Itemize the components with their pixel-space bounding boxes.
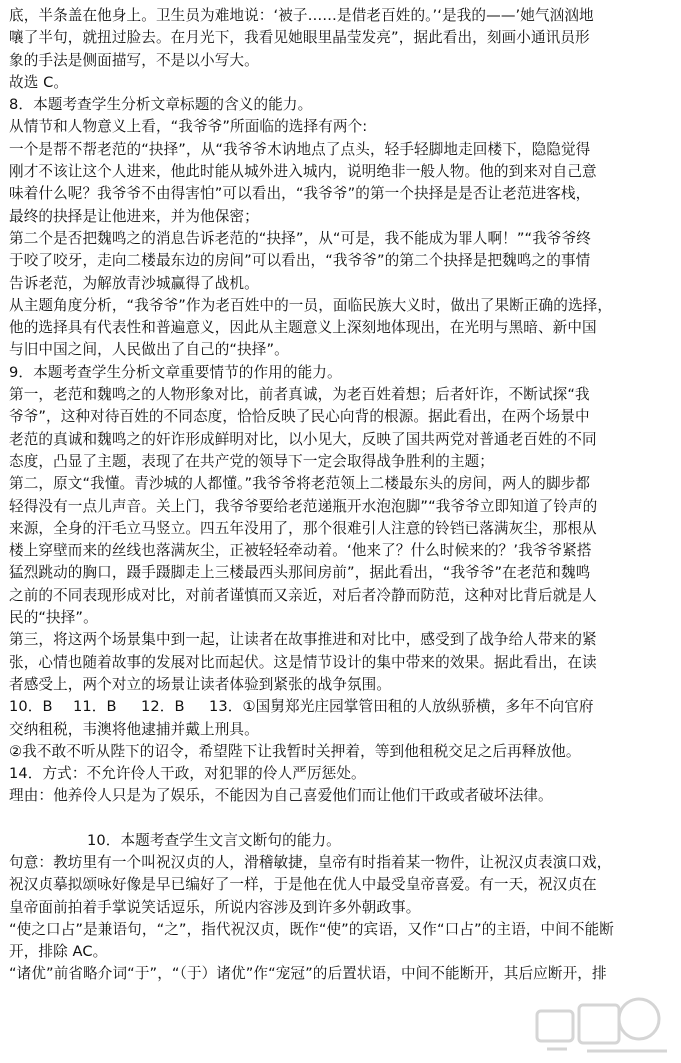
punctuation-section [9,830,673,986]
text-line: “诸优”前省略介词“于”，“（于）诸优”作“宠冠”的后置状语，中间不能断开，其后应断开，排 [9,965,607,983]
translation-section [9,719,673,808]
question-9-heading: 9．本题考查学生分析文章重要情节的作用的能力。 [9,363,342,381]
spacer [9,808,673,830]
text-line: 底，半条盖在他身上。卫生员为难地说：‘被子……是借老百姓的。’‘是我的——’她气汹汹地 [9,7,594,24]
text-line: 第一，老范和魏鸣之的人物形象对比，前者真诚，为老百姓着想；后者奸诈，不断试探“我 [9,386,590,404]
text-line: 之前的不同表现形成对比，对前者谨慎而又亲近，对后者冷静而防范，这种对比背后就是人 [9,586,597,604]
answer-11: 11．B [73,698,117,716]
text-line: 皇帝面前拍着手掌说笑话逗乐，所说内容涉及到许多外朝政事。 [9,898,421,916]
text-line: 故选 C。 [9,73,69,91]
text-line: 告诉老范，为解放青沙城赢得了战机。 [9,274,259,292]
text-line: 理由：他养伶人只是为了娱乐，不能因为自己喜爱他们而让他们干政或者破坏法律。 [9,787,553,805]
text-line: 于咬了咬牙，走向二楼最东边的房间”可以看出，“我爷爷”的第二个抉择是把魏鸣之的事情 [9,252,591,270]
question-14-line: 14．方式：不允许伶人干政，对犯罪的伶人严厉惩处。 [9,765,366,783]
analysis-section [9,5,673,696]
answer-12: 12．B [141,698,185,716]
text-line: 态度，凸显了主题，表现了在共产党的领导下一定会取得战争胜利的主题； [9,452,494,470]
text-line: 最终的抉择是让他进来，并为他保密； [9,207,259,225]
text-line: 猛烈跳动的胸口，蹑手蹑脚走上三楼最西头那间房前”，据此看出，“我爷爷”在老范和魏鸣 [9,564,591,582]
watermark-logo-icon [527,991,677,1061]
text-line: 爷爷”，这种对待百姓的不同态度，恰恰反映了民心向背的根源。据此看出，在两个场景中 [9,408,590,426]
text-line: 民的“抉择”。 [9,609,98,627]
text-line: 嚷了半句，就扭过脸去。在月光下，我看见她眼里晶莹发亮”，据此看出，刻画小通讯员形 [9,29,590,47]
text-line: 老范的真诚和魏鸣之的奸诈形成鲜明对比，以小见大，反映了国共两党对普通老百姓的不同 [9,430,597,448]
text-line: 句意：教坊里有一个叫祝汉贞的人，滑稽敏捷，皇帝有时指着某一物件，让祝汉贞表演口戏， [9,853,612,871]
text-line: 从情节和人物意义上看，“我爷爷”所面临的选择有两个: [9,118,368,136]
text-line: 刚才不该让这个人进来，他此时能从城外进入城内，说明绝非一般人物。他的到来对自己意 [9,163,597,181]
question-10-heading: 10．本题考查学生文言文断句的能力。 [87,831,341,849]
text-line: 开，排除 AC。 [9,943,108,961]
answer-row [9,696,673,718]
text-line: 第二个是否把魏鸣之的消息告诉老范的“抉择”，从“可是，我不能成为罪人啊！”“我爷爷终 [9,229,591,247]
text-line: 交纳租税，韦澳将他逮捕并戴上刑具。 [9,720,259,738]
text-line: 轻得没有一点儿声音。关上门，我爷爷要给老范递瓶开水泡泡脚”“我爷爷立即知道了铃声的 [9,497,598,515]
answer-10: 10．B [9,698,53,716]
text-line: 从主题角度分析，“我爷爷”作为老百姓中的一员，面临民族大义时，做出了果断正确的选择， [9,296,613,314]
text-line: 楼上穿壁而来的丝线也落满灰尘，正被轻轻牵动着。‘他来了？什么时候来的？’我爷爷紧搭 [9,542,592,560]
text-line: 祝汉贞摹拟颂咏好像是早已编好了一样，于是他在优人中最受皇帝喜爱。有一天，祝汉贞在 [9,876,597,894]
text-line: 象的手法是侧面描写，不是以小写大。 [9,51,259,69]
text-line: “使之口占”是兼语句，“之”，指代祝汉贞，既作“使”的宾语，又作“口占”的主语，中间不能断 [9,920,614,938]
text-line: 第二，原文“我懂。青沙城的人都懂。”我爷爷将老范领上二楼最东头的房间，两人的脚步都 [9,475,591,493]
text-line: 第三，将这两个场景集中到一起，让读者在故事推进和对比中，感受到了战争给人带来的紧 [9,631,597,649]
answer-13: 13．①国舅郑光庄园掌管田租的人放纵骄横，多年不向官府 [209,698,594,716]
text-line: 味着什么呢？我爷爷不由得害怕”可以看出，“我爷爷”的第一个抉择是是否让老范进客栈， [9,185,591,203]
text-line: 一个是帮不帮老范的“抉择”，从“我爷爷木讷地点了点头，轻手轻脚地走回楼下，隐隐觉得 [9,140,591,158]
answer-key-text [9,5,673,986]
text-line: 与旧中国之间，人民做出了自己的“抉择”。 [9,341,289,359]
text-line: 张，心情也随着故事的发展对比而起伏。这是情节设计的集中带来的效果。据此看出，在读 [9,653,597,671]
text-line: 来源，全身的汗毛立马竖立。四五年没用了，那个很难引人注意的铃铛已落满灰尘，那根从 [9,519,597,537]
text-line: 者感受上，两个对立的场景让读者体验到紧张的战争氛围。 [9,675,392,693]
question-8-heading: 8．本题考查学生分析文章标题的含义的能力。 [9,96,313,114]
text-line: 他的选择具有代表性和普遍意义，因此从主题意义上深刻地体现出，在光明与黑暗、新中国 [9,319,597,337]
text-line: ②我不敢不听从陛下的诏令，希望陛下让我暂时关押着，等到他租税交足之后再释放他。 [9,742,581,760]
